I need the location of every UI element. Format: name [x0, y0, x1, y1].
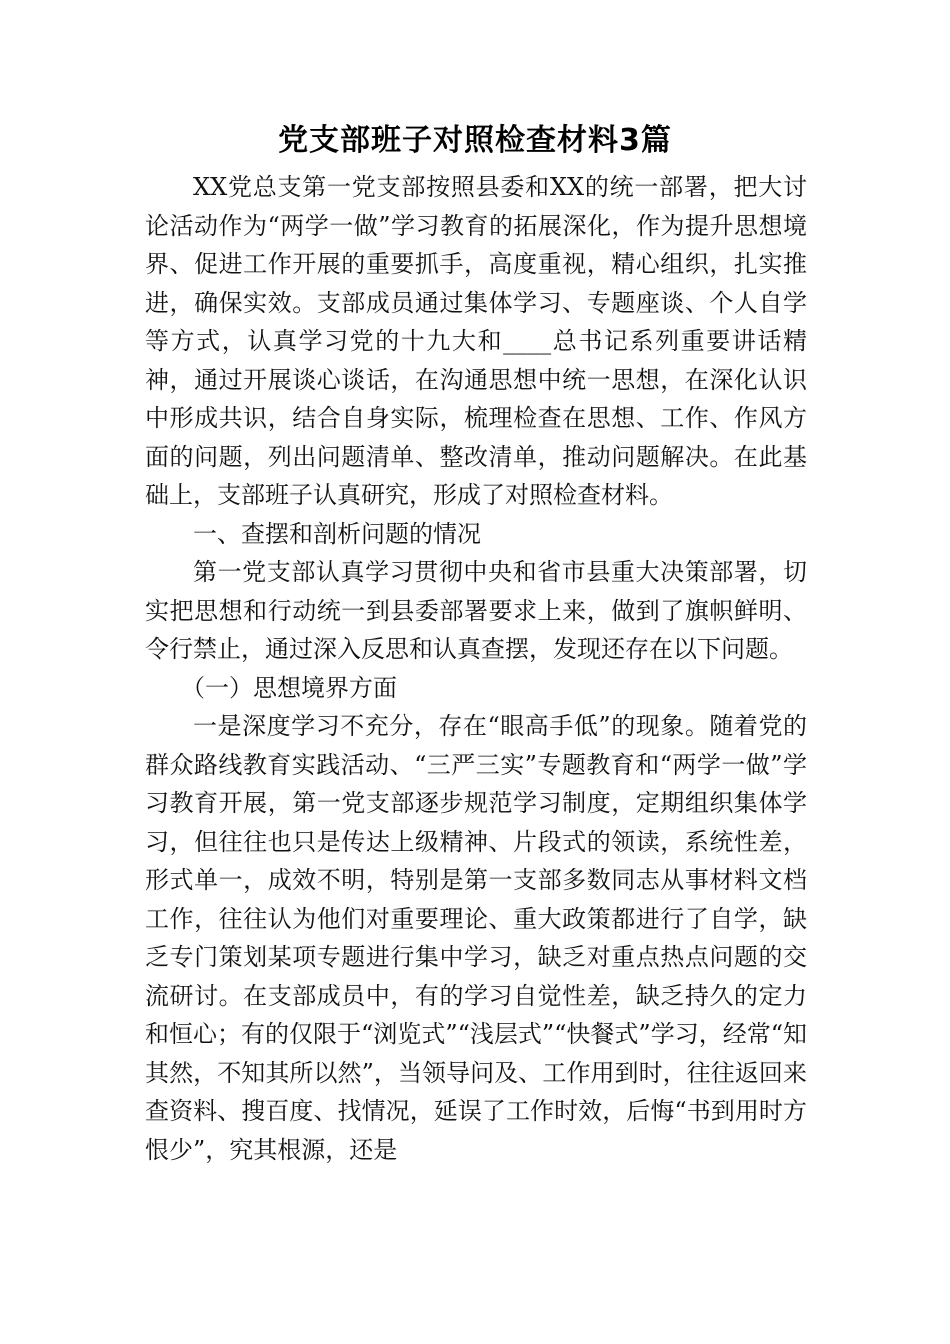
paragraph-intro: XX党总支第一党支部按照县委和XX的统一部署，把大讨论活动作为“两学一做”学习教育的拓展深化，作为提升思想境界、促进工作开展的重要抓手，高度重视，精心组织，扎实推进，确保实效。支部成员通过集体学习、专题座谈、个人自学等方式，认真学习党的十九大和____总书记系列重要讲话精神，通过开展谈心谈话，在沟通思想中统一思想，在深化认识中形成共识，结合自身实际，梳理检查在思想、工作、作风方面的问题，列出问题清单、整改清单，推动问题解决。在此基础上，支部班子认真研究，形成了对照检查材料。	[145, 173, 807, 509]
subsection-heading-1: （一）思想境界方面	[181, 673, 397, 702]
document-title: 党支部班子对照检查材料3篇	[278, 123, 672, 158]
paragraph-subsection-1: 一是深度学习不充分，存在“眼高手低”的现象。随着党的群众路线教育实践活动、“三严三实”专题教育和“两学一做”学习教育开展，第一党支部逐步规范学习制度，定期组织集体学习，但往往也只是传达上级精神、片段式的领读，系统性差，形式单一，成效不明，特别是第一支部多数同志从事材料文档工作，往往认为他们对重要理论、重大政策都进行了自学，缺乏专门策划某项专题进行集中学习，缺乏对重点热点问题的交流研讨。在支部成员中，有的学习自觉性差，缺乏持久的定力和恒心；有的仅限于“浏览式”“浅层式”“快餐式”学习，经常“知其然，不知其所以然”，当领导问及、工作用到时，往往返回来查资料、搜百度、找情况，延误了工作时效，后悔“书到用时方恨少”，究其根源，还是	[145, 712, 807, 1164]
paragraph-section-1: 第一党支部认真学习贯彻中央和省市县重大决策部署，切实把思想和行动统一到县委部署要求上来，做到了旗帜鲜明、令行禁止，通过深入反思和认真查摆，发现还存在以下问题。	[145, 558, 807, 663]
section-heading-1: 一、查摆和剖析问题的情况	[193, 519, 481, 548]
document-body	[145, 168, 807, 1169]
